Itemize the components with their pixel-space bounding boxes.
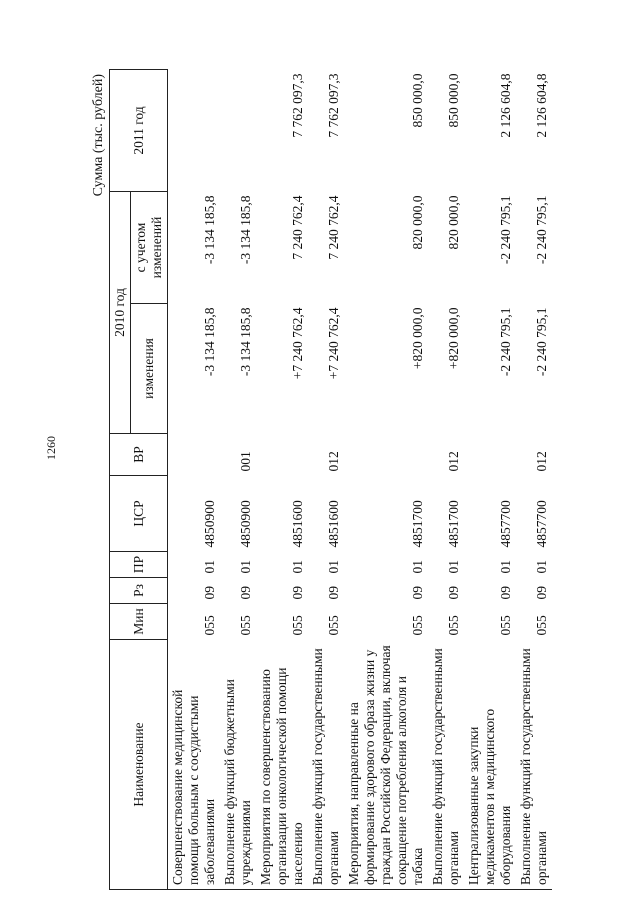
header-vr: ВР [110,434,168,476]
cell-pr: 01 [290,560,305,574]
cell-min: 055 [290,615,305,636]
header-changes: изменения [131,304,168,434]
cell-y2011: 850 000,0 [410,73,425,128]
cell-pr: 01 [410,560,425,574]
cell-pr: 01 [498,560,513,574]
cell-vr: 012 [534,451,549,472]
cell-changes: +820 000,0 [410,307,425,370]
rotated-page-content [93,70,573,890]
cell-vr: 001 [238,451,253,472]
cell-rz: 09 [410,586,425,600]
cell-vr [344,434,428,476]
cell-vr: 012 [446,451,461,472]
cell-y2011: 7 762 097,3 [326,73,341,138]
budget-table [109,69,552,890]
cell-csr: 4857700 [498,500,513,548]
table-row [168,70,221,890]
header-csr: ЦСР [110,476,168,552]
cell-csr: 4857700 [534,500,549,548]
cell-name: Выполнение функций бюджетными учреждениями [220,640,256,890]
cell-rz: 09 [498,586,513,600]
cell-rz: 09 [290,586,305,600]
cell-vr [168,434,221,476]
cell-changes: +7 240 762,4 [290,307,305,380]
cell-csr: 4851600 [290,500,305,548]
cell-pr: 01 [326,560,341,574]
header-name: Наименование [110,640,168,890]
cell-min: 055 [498,615,513,636]
table-body [168,70,553,890]
header-year-2010: 2010 год [110,192,131,434]
cell-min: 055 [202,615,217,636]
cell-with-changes: -3 134 185,8 [238,195,253,265]
cell-pr: 01 [534,560,549,574]
cell-min: 055 [410,615,425,636]
cell-with-changes: 7 240 762,4 [290,195,305,260]
cell-name: Выполнение функций государственными органами [308,640,344,890]
cell-changes: -3 134 185,8 [238,307,253,377]
cell-rz: 09 [446,586,461,600]
cell-y2011: 2 126 604,8 [534,73,549,138]
cell-with-changes: -3 134 185,8 [202,195,217,265]
cell-rz: 09 [238,586,253,600]
cell-min: 055 [534,615,549,636]
cell-with-changes: -2 240 795,1 [534,195,549,265]
cell-rz: 09 [202,586,217,600]
cell-changes: +7 240 762,4 [326,307,341,380]
cell-csr: 4850900 [238,500,253,548]
cell-changes: -2 240 795,1 [534,307,549,377]
cell-name: Совершенствование медицинской помощи больным с сосудистыми заболеваниями [168,640,221,890]
cell-min: 055 [446,615,461,636]
cell-name: Мероприятия, направленные на формирование здорового образа жизни у граждан Российской Федерации, включая сокращение потребления алкоголя и табака [344,640,428,890]
cell-with-changes: 7 240 762,4 [326,195,341,260]
cell-vr [464,434,516,476]
table-row [220,70,256,890]
header-pr: ПР [110,552,168,578]
cell-name: Мероприятия по совершенствованию организации онкологической помощи населению [256,640,308,890]
cell-csr: 4851600 [326,500,341,548]
cell-pr: 01 [202,560,217,574]
cell-min: 055 [238,615,253,636]
cell-name: Централизованные закупки медикаментов и медицинского оборудования [464,640,516,890]
table-row [256,70,308,890]
header-with-changes: с учетом изменений [131,192,168,304]
header-rz: Рз [110,578,168,604]
cell-csr: 4850900 [202,500,217,548]
cell-vr: 012 [326,451,341,472]
cell-min: 055 [326,615,341,636]
units-label: Сумма (тыс. рублей) [91,74,106,197]
cell-changes: -3 134 185,8 [202,307,217,377]
page-number: 1260 [44,436,58,460]
table-row [516,70,552,890]
cell-csr: 4851700 [410,500,425,548]
cell-name: Выполнение функций государственными органами [428,640,464,890]
cell-csr: 4851700 [446,500,461,548]
header-min: Мин [110,604,168,640]
cell-name: Выполнение функций государственными органами [516,640,552,890]
cell-rz: 09 [326,586,341,600]
table-row [428,70,464,890]
table-row [308,70,344,890]
cell-rz: 09 [534,586,549,600]
cell-changes: -2 240 795,1 [498,307,513,377]
cell-y2011 [168,70,221,192]
cell-changes: +820 000,0 [446,307,461,370]
cell-with-changes: 820 000,0 [446,195,461,250]
cell-y2011 [220,70,256,192]
cell-with-changes: -2 240 795,1 [498,195,513,265]
header-year-2011: 2011 год [110,70,168,192]
table-row [344,70,428,890]
cell-y2011: 7 762 097,3 [290,73,305,138]
table-row [464,70,516,890]
cell-y2011: 2 126 604,8 [498,73,513,138]
cell-y2011: 850 000,0 [446,73,461,128]
cell-vr [256,434,308,476]
cell-pr: 01 [446,560,461,574]
cell-with-changes: 820 000,0 [410,195,425,250]
cell-pr: 01 [238,560,253,574]
